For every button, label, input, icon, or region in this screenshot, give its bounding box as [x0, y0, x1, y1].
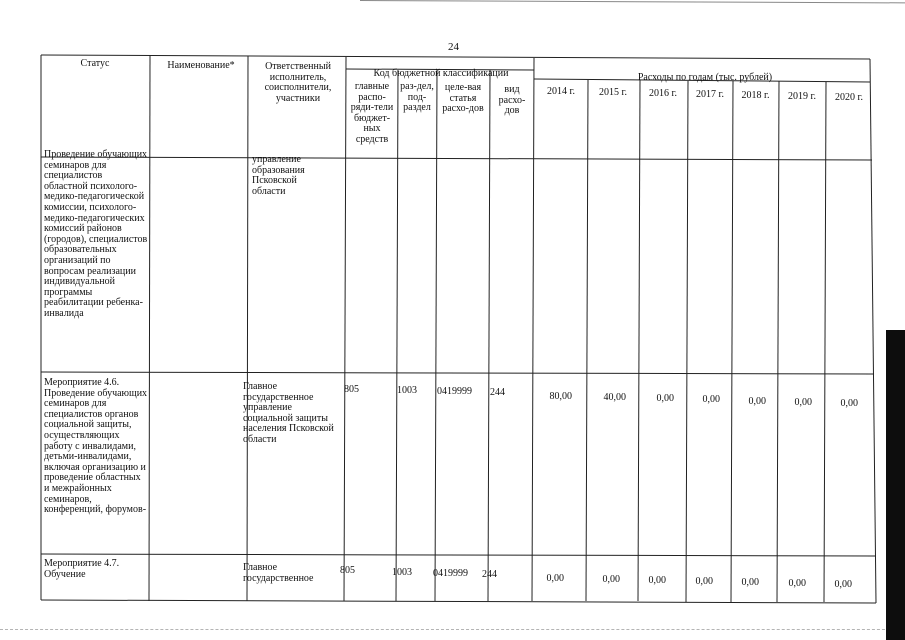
header-name: Наименование*: [167, 60, 235, 71]
row2-status: Мероприятие 4.6. Проведение обучающих семинаров для специалистов органов социальной защиты, осуществляющих работу с инвалидами, детьми-инвалидами, включая организацию и проведение областных и межрайонных семинаров, конференций, форумов-: [44, 377, 148, 516]
row1-status: Проведение обучающих семинаров для специалистов областной психолого-медико-педагогической комиссии, психолого-медико-педагогических комиссий районов (городов), специалистов образовательных организаций по вопросам реализации индивидуальной программы реабилитации ребенка-инвалида: [44, 149, 148, 319]
page-number: 24: [448, 41, 459, 53]
row2-grbs: 805: [344, 384, 359, 395]
row2-value-2020: 0,00: [840, 398, 858, 409]
header-responsible: Ответственный исполнитель, соисполнители, участники: [264, 61, 332, 104]
row2-section: 1003: [397, 385, 417, 396]
row3-value-2014: 0,00: [546, 573, 564, 584]
row2-value-2014: 80,00: [549, 391, 572, 402]
header-main-managers: главные распо-ряди-тели бюджет-ных средств: [350, 81, 394, 145]
row2-value-2015: 40,00: [603, 392, 626, 403]
row3-target: 0419999: [433, 568, 468, 579]
row1-responsible: управление образования Псковской области: [252, 154, 305, 197]
row3-type: 244: [482, 569, 497, 580]
row3-value-2019: 0,00: [788, 578, 806, 589]
row3-value-2020: 0,00: [834, 579, 852, 590]
row3-grbs: 805: [340, 565, 355, 576]
row3-responsible: Главное государственное: [243, 562, 314, 584]
row3-status: Мероприятие 4.7. Обучение: [44, 558, 120, 580]
header-section: раз-дел, под-раздел: [400, 81, 434, 114]
row2-value-2016: 0,00: [656, 393, 674, 404]
header-status: Статус: [80, 58, 110, 69]
header-expenses-by-year: Расходы по годам (тыс. рублей): [637, 72, 773, 83]
header-year-2014: 2014 г.: [547, 86, 575, 97]
row2-value-2017: 0,00: [702, 394, 720, 405]
row2-responsible: Главное государственное управление социальной защиты населения Псковской области: [243, 381, 334, 445]
header-expense-type: вид расхо-дов: [498, 84, 526, 117]
row2-value-2019: 0,00: [794, 397, 812, 408]
row3-section: 1003: [392, 567, 412, 578]
header-target-item: целе-вая статья расхо-дов: [442, 82, 484, 115]
row3-value-2016: 0,00: [648, 575, 666, 586]
row3-value-2018: 0,00: [741, 577, 759, 588]
header-year-2019: 2019 г.: [788, 91, 816, 102]
row3-value-2017: 0,00: [695, 576, 713, 587]
row2-target: 0419999: [437, 386, 472, 397]
header-year-2018: 2018 г.: [741, 90, 770, 101]
header-budget-code: Код бюджетной классификации: [373, 68, 509, 79]
row3-value-2015: 0,00: [602, 574, 620, 585]
row2-value-2018: 0,00: [748, 396, 766, 407]
row2-type: 244: [490, 387, 505, 398]
header-year-2015: 2015 г.: [599, 87, 627, 98]
header-year-2017: 2017 г.: [696, 89, 724, 100]
header-year-2020: 2020 г.: [835, 92, 863, 103]
header-year-2016: 2016 г.: [649, 88, 677, 99]
